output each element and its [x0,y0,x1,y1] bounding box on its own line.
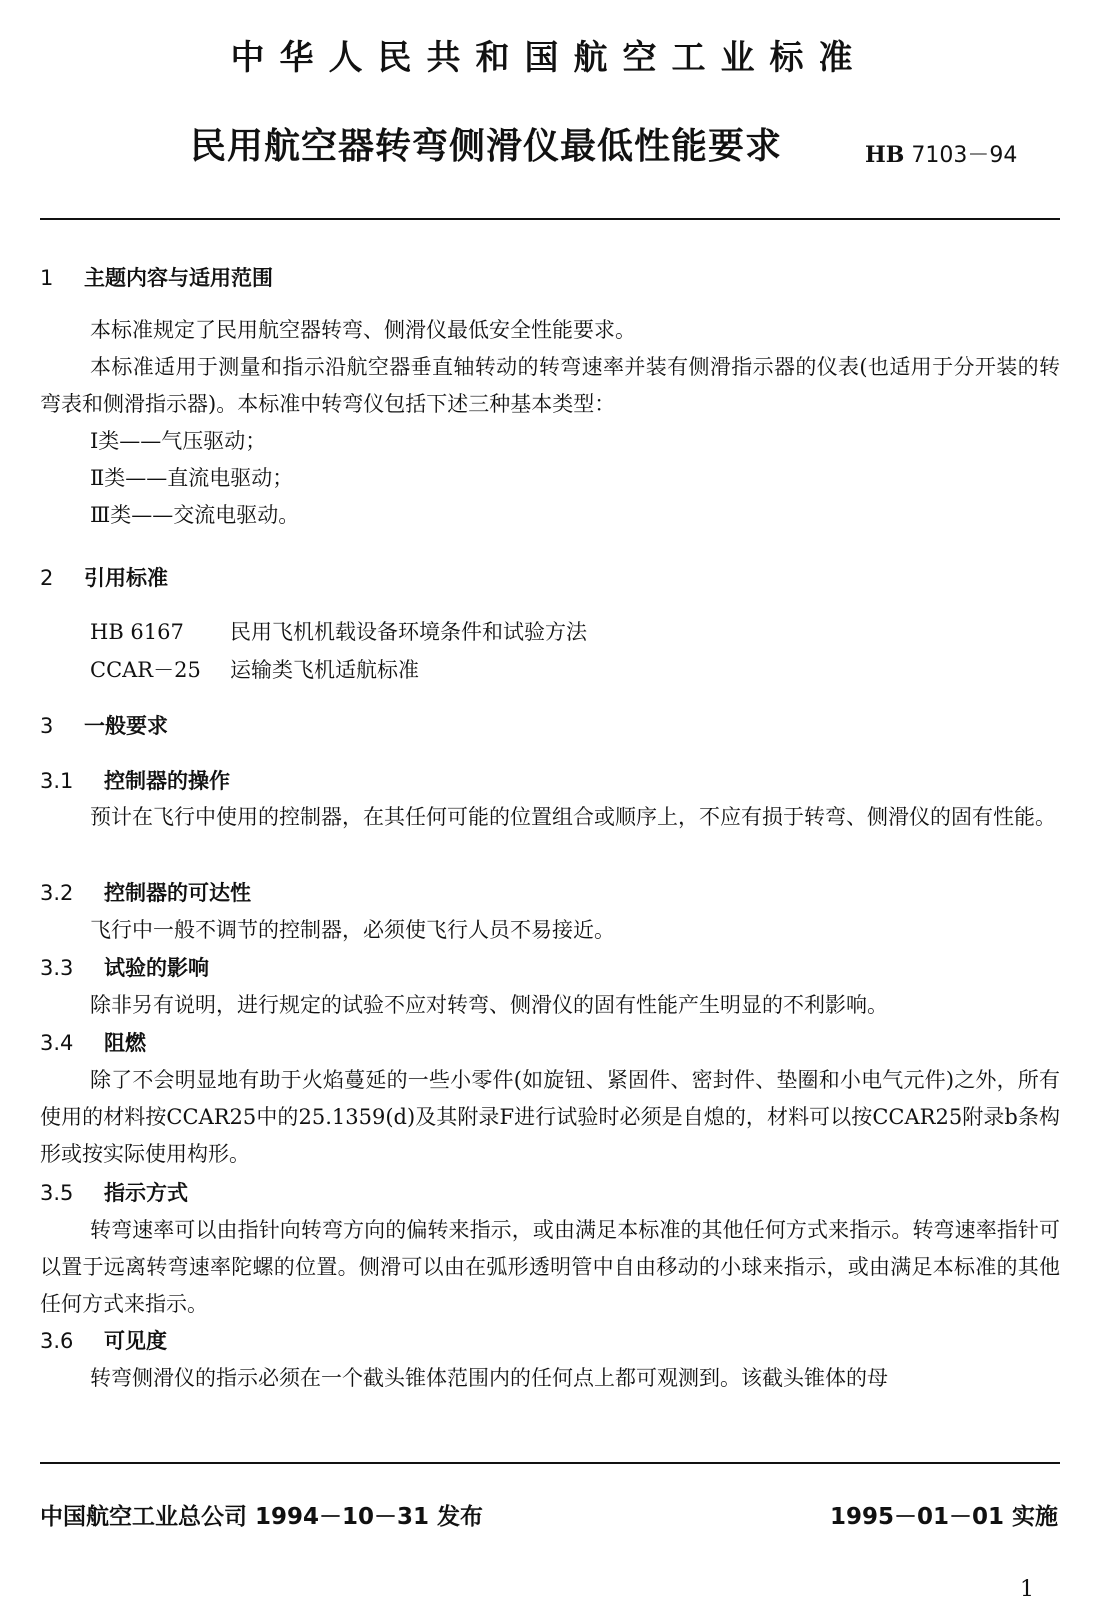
paragraph: 本标准适用于测量和指示沿航空器垂直轴转动的转弯速率并装有侧滑指示器的仪表(也适用于分开装的转弯表和侧滑指示器)。本标准中转弯仪包括下述三种基本类型： [40,355,1060,416]
subsection-number: 3.3 [40,956,74,980]
paragraph: 预计在飞行中使用的控制器，在其任何可能的位置组合或顺序上，不应有损于转弯、侧滑仪的固有性能。 [90,805,1056,829]
subsection-3-5-heading [40,1177,188,1207]
reference-name: 运输类飞机适航标准 [230,658,419,682]
subsection-3-5-body [40,1212,1060,1323]
list-item: Ⅰ类——气压驱动； [90,429,267,453]
section-title: 引用标准 [84,566,168,590]
top-divider [40,218,1060,220]
subsection-3-1-heading [40,765,230,795]
subsection-number: 3.1 [40,769,74,793]
subsection-title: 指示方式 [104,1181,188,1205]
standard-body-header: 中华人民共和国航空工业标准 [230,38,868,78]
section-number: 3 [40,714,54,738]
subsection-3-4-body [40,1062,1060,1173]
section-1-body [40,312,1060,423]
reference-code: CCAR－25 [90,658,201,682]
reference-code: HB 6167 [90,620,184,644]
paragraph: 除了不会明显地有助于火焰蔓延的一些小零件(如旋钮、紧固件、密封件、垫圈和小电气元件)之外，所有使用的材料按CCAR25中的25.1359(d)及其附录F进行试验时必须是自熄的，材料可以按CCAR25附录b条构形或按实际使用构形。 [40,1068,1060,1166]
standard-number [865,138,1017,169]
list-item: Ⅱ类——直流电驱动； [90,466,294,490]
section-2-heading [40,562,168,592]
subsection-3-1-body [40,799,1060,836]
paragraph: 飞行中一般不调节的控制器，必须使飞行人员不易接近。 [90,918,615,942]
paragraph: 转弯速率可以由指针向转弯方向的偏转来指示，或由满足本标准的其他任何方式来指示。转弯速率指针可以置于远离转弯速率陀螺的位置。侧滑可以由在弧形透明管中自由移动的小球来指示，或由满足本标准的其他任何方式来指示。 [40,1218,1060,1316]
bottom-divider [40,1462,1060,1464]
subsection-number: 3.2 [40,881,74,905]
section-3-heading [40,710,168,740]
subsection-title: 阻燃 [104,1031,146,1055]
subsection-3-3-body [40,987,1060,1024]
paragraph: 除非另有说明，进行规定的试验不应对转弯、侧滑仪的固有性能产生明显的不利影响。 [90,993,888,1017]
reference-name: 民用飞机机载设备环境条件和试验方法 [230,620,587,644]
effective-date: 1995－01－01 实施 [829,1504,1058,1530]
subsection-3-6-heading [40,1325,167,1355]
standard-prefix: HB [865,142,905,168]
type-list [90,423,299,534]
standard-code: 7103－94 [911,143,1018,168]
reference-item [90,613,587,651]
paragraph: 本标准规定了民用航空器转弯、侧滑仪最低安全性能要求。 [90,318,636,342]
subsection-3-2-heading [40,877,251,907]
section-number: 2 [40,566,54,590]
subsection-number: 3.6 [40,1329,74,1353]
section-1-heading [40,262,273,292]
subsection-3-6-body [40,1360,1060,1397]
page-number: 1 [1020,1577,1034,1602]
document-title: 民用航空器转弯侧滑仪最低性能要求 [190,126,783,167]
section-number: 1 [40,266,54,290]
section-title: 一般要求 [84,714,168,738]
subsection-3-3-heading [40,952,209,982]
subsection-title: 试验的影响 [104,956,209,980]
subsection-number: 3.4 [40,1031,74,1055]
subsection-number: 3.5 [40,1181,74,1205]
reference-item [90,651,587,689]
subsection-3-2-body [40,912,1060,949]
subsection-3-4-heading [40,1027,146,1057]
paragraph: 转弯侧滑仪的指示必须在一个截头锥体范围内的任何点上都可观测到。该截头锥体的母 [90,1366,888,1390]
issue-date: 中国航空工业总公司 1994－10－31 发布 [40,1504,484,1530]
subsection-title: 可见度 [104,1329,167,1353]
subsection-title: 控制器的操作 [104,769,230,793]
subsection-title: 控制器的可达性 [104,881,251,905]
section-title: 主题内容与适用范围 [84,266,273,290]
reference-list [90,613,587,689]
list-item: Ⅲ类——交流电驱动。 [90,503,300,527]
